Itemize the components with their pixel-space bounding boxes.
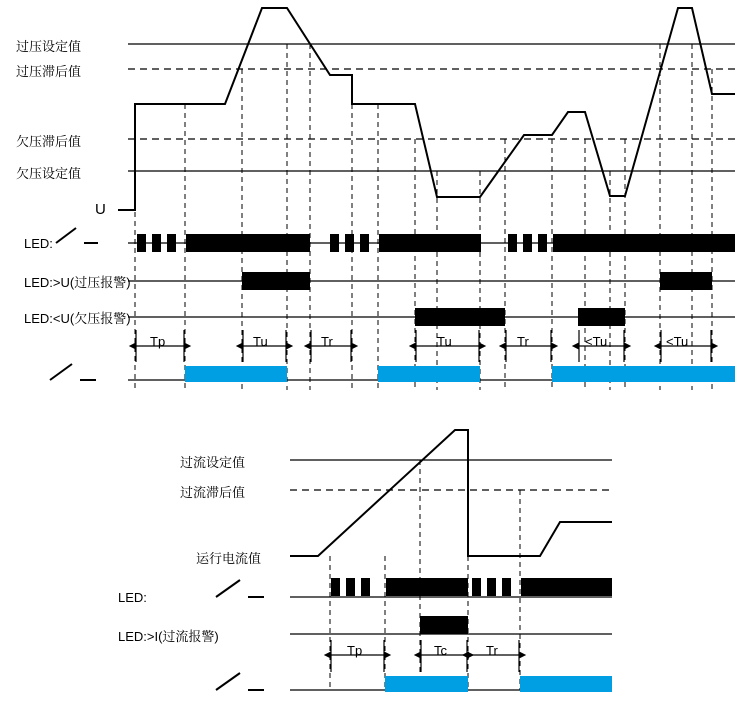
label-overcurrent-hysteresis: 过流滞后值 <box>180 485 246 500</box>
current-switch-icon-led <box>216 580 264 597</box>
label-timing-tu-lt-1: <Tu <box>585 334 608 349</box>
voltage-switch-icon-led <box>56 228 98 243</box>
label-timing-tc-1: Tc <box>434 643 447 658</box>
current-overcurrent-led-bars <box>420 616 468 634</box>
label-timing-tr-3: Tr <box>486 643 498 658</box>
label-timing-tu-1: Tu <box>253 334 268 349</box>
label-overvoltage-setpoint: 过压设定值 <box>16 39 82 54</box>
voltage-relay-output <box>128 366 735 382</box>
voltage-led-bars <box>137 234 735 252</box>
label-timing-tu-2: Tu <box>437 334 452 349</box>
label-led-under-row: LED:<U(欠压报警) <box>24 311 131 326</box>
voltage-switch-icon-relay <box>50 364 96 380</box>
label-overcurrent-setpoint: 过流设定值 <box>180 455 246 470</box>
voltage-waveform <box>118 8 735 210</box>
voltage-reference-lines <box>128 44 735 171</box>
current-reference-lines <box>290 460 612 490</box>
label-timing-tr-2: Tr <box>517 334 529 349</box>
current-switch-icon-relay <box>216 673 264 690</box>
label-voltage-signal: U <box>95 201 106 218</box>
label-timing-tp-1: Tp <box>150 334 166 349</box>
label-timing-tr-1: Tr <box>321 334 333 349</box>
label-led-row-2: LED: <box>118 590 147 605</box>
label-overvoltage-hysteresis: 过压滞后值 <box>16 64 82 79</box>
label-led-over-current-row: LED:>I(过流报警) <box>118 629 219 644</box>
voltage-vertical-guides <box>135 44 712 390</box>
label-timing-tu-lt-2: <Tu <box>666 334 689 349</box>
current-relay-output <box>290 676 612 692</box>
current-led-bars <box>331 578 612 596</box>
label-undervoltage-hysteresis: 欠压滞后值 <box>16 134 82 149</box>
label-led-row: LED: <box>24 236 53 251</box>
label-timing-tp-2: Tp <box>347 643 363 658</box>
voltage-led-baselines <box>128 243 735 317</box>
label-led-over-row: LED:>U(过压报警) <box>24 275 131 290</box>
label-undervoltage-setpoint: 欠压设定值 <box>16 166 82 181</box>
label-current-signal: 运行电流值 <box>196 551 262 566</box>
current-waveform <box>290 430 612 556</box>
